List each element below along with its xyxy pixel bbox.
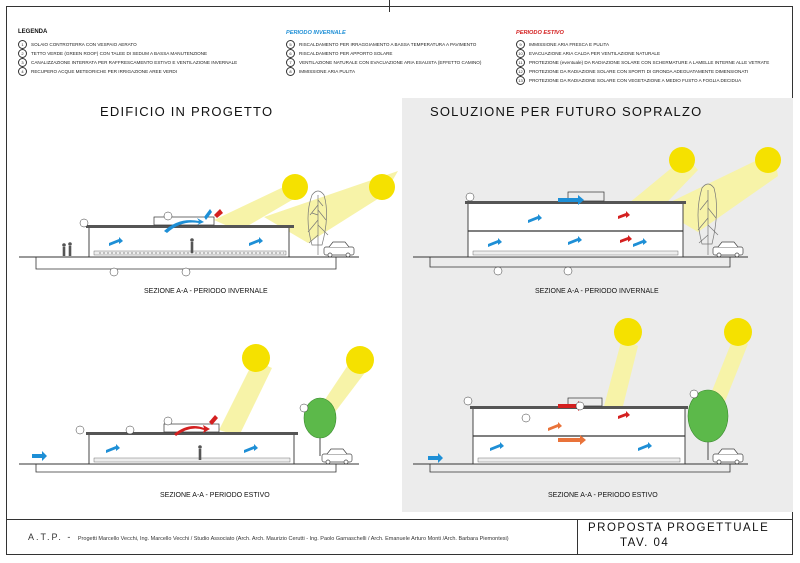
right-section-title: SOLUZIONE PER FUTURO SOPRALZO (430, 104, 703, 119)
left-section-title: EDIFICIO IN PROGETTO (100, 104, 274, 119)
legend-text: IMMISSIONE ARIA PULITA (299, 69, 356, 74)
legend-number: 11 (516, 58, 525, 67)
legend-text: SOLAIO CONTROTERRA CON VESPAIO AERATO (31, 42, 137, 47)
car-icon (324, 242, 354, 257)
sun-icon (755, 147, 781, 173)
legend-text: PROTEZIONE (eventuale) DA RADIAZIONE SOLARE CON SCHERMATURE A LAMELLE INTERNE ALLE VETRATE (529, 60, 770, 65)
footer-credits-text: Progetti Marcello Vecchi, Ing. Marcello Vecchi / Studio Associato (Arch. Arch. Maurizio Cerutti - Ing. Paolo Garnaschelli / Arch. Emanuele Arturo Monti /Arch. Barbara Piemontesi) (77, 536, 509, 542)
car-icon (322, 449, 352, 464)
legend-text: RISCALDAMENTO PER APPORTO SOLARE (299, 51, 393, 56)
winter-period-heading: PERIODO INVERNALE (286, 30, 346, 36)
sun-icon (242, 344, 270, 372)
legend-text: RECUPERO ACQUE METEORICHE PER IRRIGAZIONE AREE VERDI (31, 69, 178, 74)
legend-marker-3 (110, 268, 118, 276)
legend-marker-4 (466, 193, 474, 201)
caption-winter-left: SEZIONE A-A - PERIODO INVERNALE (144, 288, 268, 295)
sun-beam (219, 360, 272, 436)
legend-item (286, 58, 481, 67)
section-summer-project (14, 338, 400, 480)
legend-item (516, 67, 769, 76)
legend-marker-7 (164, 212, 172, 220)
legend-number: 6 (286, 49, 295, 58)
legend-text: TETTO VERDE (GREEN ROOF) CON TALEE DI SEDUM A BASSA MANUTENZIONE (31, 51, 208, 56)
sun-icon (614, 318, 642, 346)
car-icon (713, 242, 743, 257)
legend-text: PROTEZIONE DA RADIAZIONE SOLARE CON SPORTI DI GRONDA ADEGUATAMENTE DIMENSIONATI (529, 69, 749, 74)
sun-icon (724, 318, 752, 346)
tree-leafy-icon (304, 398, 336, 456)
legend-number: 5 (286, 40, 295, 49)
legend-title: LEGENDA (18, 29, 48, 35)
legend-text: IMMISSIONE ARIA FRESCA E PULITA (529, 42, 610, 47)
legend-item (286, 49, 481, 58)
sheet-number: TAV. 04 (620, 537, 670, 549)
underground-duct (36, 257, 336, 269)
legend-item (18, 49, 237, 58)
legend-column-summer (516, 40, 769, 85)
section-winter-project (14, 165, 400, 283)
legend-marker-10 (164, 417, 172, 425)
legend-item (286, 40, 481, 49)
sun-icon (282, 174, 308, 200)
legend-number: 9 (516, 40, 525, 49)
caption-summer-left: SEZIONE A-A - PERIODO ESTIVO (160, 492, 270, 499)
legend-item (286, 67, 481, 76)
people-icons (198, 445, 202, 460)
legend-item (516, 49, 769, 58)
legend-number: 10 (516, 49, 525, 58)
legend-column-general (18, 40, 237, 76)
section-summer-extension (408, 310, 788, 480)
sun-icon (369, 174, 395, 200)
legend-marker-4 (80, 219, 88, 227)
summer-period-heading: PERIODO ESTIVO (516, 30, 564, 36)
legend-marker-13 (300, 404, 308, 412)
legend-number: 7 (286, 58, 295, 67)
legend-text: PROTEZIONE DA RADIAZIONE SOLARE CON VEGETAZIONE A MEDIO FUSTO A FOGLIA DECIDUA (529, 78, 742, 83)
legend-number: 8 (286, 67, 295, 76)
footer-credits (28, 532, 509, 542)
legend-marker-5 (564, 267, 572, 275)
underground-duct (36, 464, 336, 472)
underground-duct (430, 464, 730, 472)
legend-item (18, 67, 237, 76)
legend-item (516, 40, 769, 49)
legend-number: 3 (18, 58, 27, 67)
legend-item (516, 58, 769, 67)
legend-number: 13 (516, 76, 525, 85)
legend-marker-5 (182, 268, 190, 276)
sun-icon (346, 346, 374, 374)
legend-item (18, 58, 237, 67)
legend-item (18, 40, 237, 49)
section-winter-extension (408, 140, 788, 280)
caption-summer-right: SEZIONE A-A - PERIODO ESTIVO (548, 492, 658, 499)
legend-text: EVACUAZIONE ARIA CALDA PER VENTILAZIONE NATURALE (529, 51, 661, 56)
legend-number: 2 (18, 49, 27, 58)
legend-marker-2 (126, 426, 134, 434)
legend-number: 1 (18, 40, 27, 49)
legend-marker-13 (690, 390, 698, 398)
sun-icon (669, 147, 695, 173)
legend-number: 12 (516, 67, 525, 76)
footer-atp: A.T.P. - (28, 532, 73, 542)
underground-duct (430, 257, 730, 267)
legend-marker-9 (522, 414, 530, 422)
legend-marker-3 (494, 267, 502, 275)
legend-text: VENTILAZIONE NATURALE CON EVACUAZIONE ARIA ESAUSTA (EFFETTO CAMINO) (299, 60, 482, 65)
legend-text: RISCALDAMENTO PER IRRAGGIAMENTO A BASSA TEMPERATURA A PAVIMENTO (299, 42, 477, 47)
legend-item (516, 76, 769, 85)
legend-text: CANALIZZAZIONE INTERRATA PER RAFFRESCAMENTO ESTIVO E VENTILAZIONE INVERNALE (31, 60, 238, 65)
legend-marker-12 (464, 397, 472, 405)
legend-marker-12 (76, 426, 84, 434)
legend-column-winter (286, 40, 481, 76)
sheet-top-tick (389, 0, 390, 12)
car-icon (713, 449, 743, 464)
legend-number: 4 (18, 67, 27, 76)
caption-winter-right: SEZIONE A-A - PERIODO INVERNALE (535, 288, 659, 295)
legend-marker-10 (576, 402, 584, 410)
project-title: PROPOSTA PROGETTUALE (588, 522, 770, 534)
